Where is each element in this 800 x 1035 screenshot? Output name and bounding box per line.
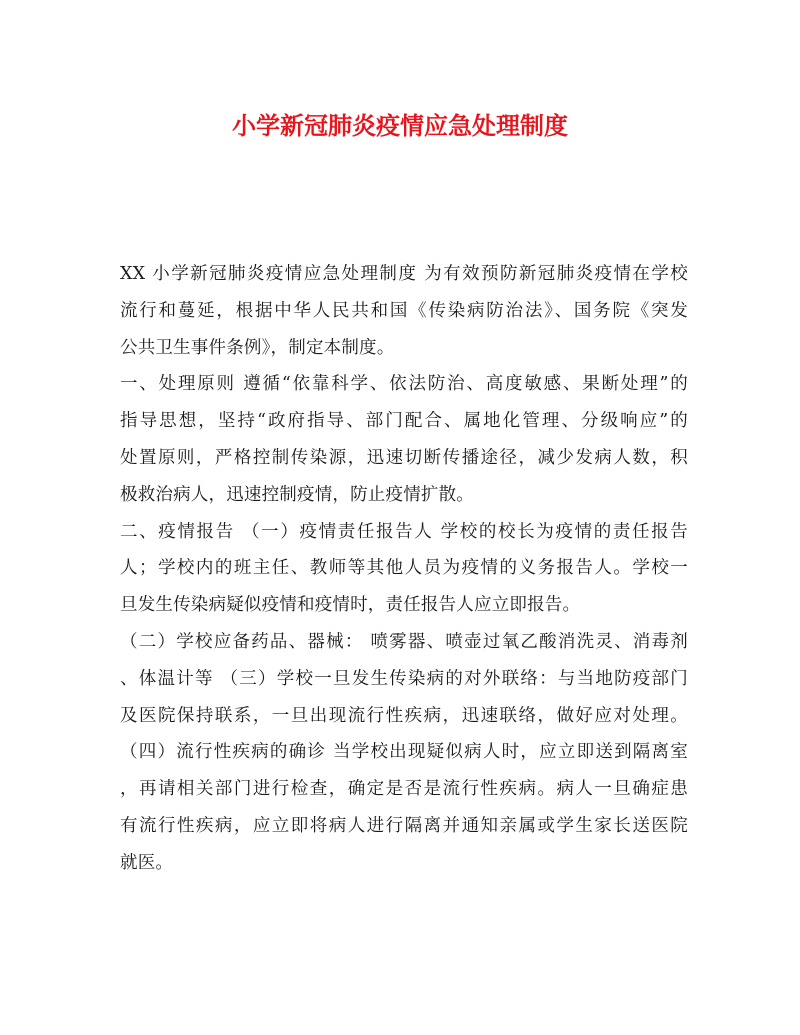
- body-line: 旦发生传染病疑似疫情和疫情时，责任报告人应立即报告。: [120, 595, 581, 616]
- body-line: 极救治病人，迅速控制疫情，防止疫情扩散。: [120, 484, 474, 505]
- body-line: 处置原则，严格控制传染源，迅速切断传播途径，减少发病人数，积: [120, 447, 688, 468]
- body-line: 就医。: [120, 852, 174, 873]
- document-title: 小学新冠肺炎疫情应急处理制度: [232, 111, 568, 140]
- body-line: 一、处理原则 遵循“依靠科学、依法防治、高度敏感、果断处理”的: [120, 374, 688, 395]
- body-line: （四）流行性疾病的确诊 当学校出现疑似病人时，应立即送到隔离室: [120, 742, 688, 763]
- body-line: 及医院保持联系，一旦出现流行性疾病，迅速联络，做好应对处理。: [120, 705, 688, 726]
- body-line: 有流行性疾病，应立即将病人进行隔离并通知亲属或学生家长送医院: [120, 815, 688, 836]
- body-line: ，再请相关部门进行检查，确定是否是流行性疾病。病人一旦确症患: [120, 779, 688, 800]
- body-line: 指导思想，坚持“政府指导、部门配合、属地化管理、分级响应”的: [120, 411, 688, 432]
- body-line: 人；学校内的班主任、教师等其他人员为疫情的义务报告人。学校一: [120, 558, 688, 579]
- document-body: [120, 256, 688, 882]
- body-line: XX 小学新冠肺炎疫情应急处理制度 为有效预防新冠肺炎疫情在学校: [120, 264, 688, 284]
- body-line: （二）学校应备药品、器械： 喷雾器、喷壶过氧乙酸消洗灵、消毒剂: [120, 631, 688, 652]
- body-line: 、体温计等 （三）学校一旦发生传染病的对外联络：与当地防疫部门: [120, 668, 688, 689]
- body-line: 公共卫生事件条例》，制定本制度。: [120, 337, 395, 358]
- body-line: 二、疫情报告 （一）疫情责任报告人 学校的校长为疫情的责任报告: [120, 521, 688, 542]
- body-line: 流行和蔓延，根据中华人民共和国《传染病防治法》、国务院《突发: [120, 300, 688, 321]
